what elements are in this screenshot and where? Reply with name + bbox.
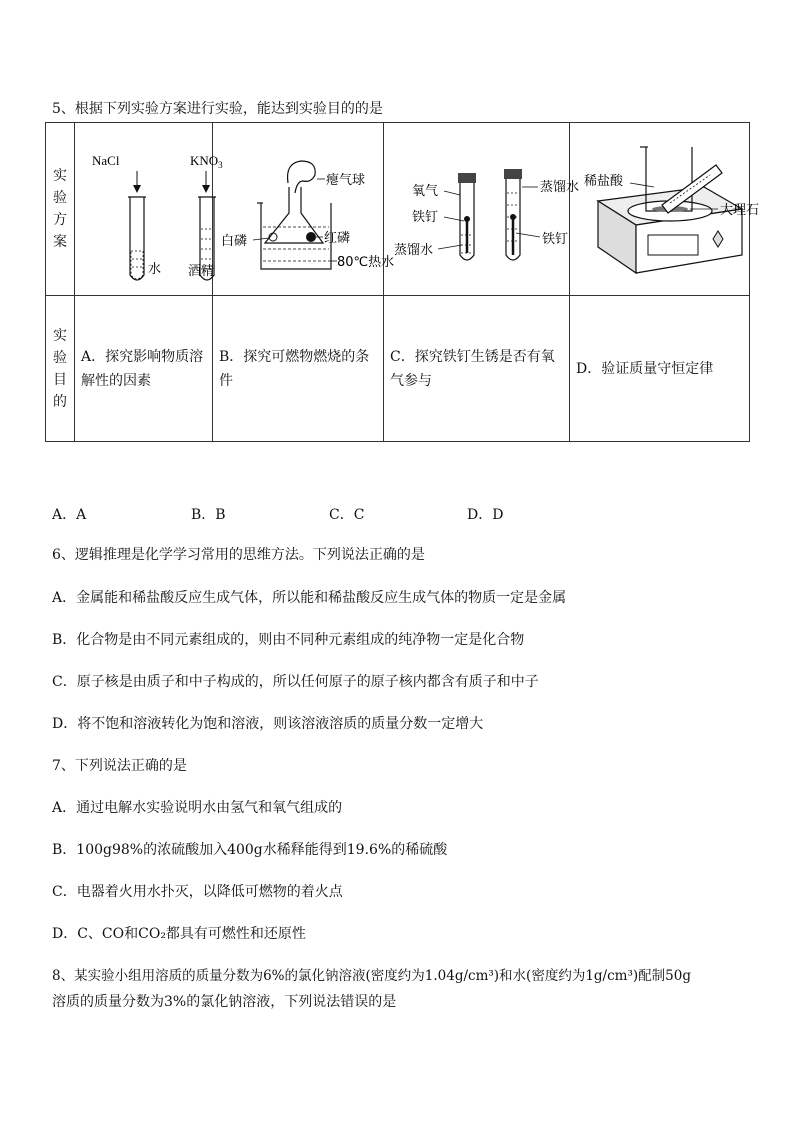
figure-b-drawing (213, 123, 395, 295)
label-oxygen: 氧气 (412, 184, 439, 199)
label-red-phosphorus: 红磷 (324, 231, 351, 246)
label-white-phosphorus: 白磷 (221, 234, 248, 249)
q5-option-a[interactable]: A．A (52, 507, 87, 523)
header-char: 实 (53, 327, 67, 344)
label-balloon: 瘪气球 (326, 173, 366, 188)
label-nail-right: 铁钉 (542, 232, 569, 247)
q5-option-c[interactable]: C．C (329, 507, 365, 523)
figure-a-drawing (75, 123, 223, 295)
header-char: 实 (53, 168, 67, 184)
scheme-row-header (46, 123, 75, 296)
header-char: 案 (53, 234, 67, 250)
figure-d-balance (570, 123, 760, 296)
purpose-row-header (46, 296, 75, 442)
q7-option-a[interactable]: A．通过电解水实验说明水由氢气和氧气组成的 (52, 800, 343, 816)
question-8-stem-line2: 溶质的质量分数为3%的氯化钠溶液，下列说法错误的是 (52, 994, 397, 1010)
figure-d-drawing (570, 123, 760, 295)
label-nacl: NaCl (92, 153, 120, 168)
header-char: 目 (53, 371, 67, 388)
header-char: 验 (53, 190, 67, 206)
q5-option-d[interactable]: D．D (467, 507, 504, 523)
figure-c-rusting (384, 123, 580, 296)
label-water: 水 (148, 262, 162, 277)
label-marble: 大理石 (720, 203, 760, 218)
figure-c-drawing (384, 123, 580, 295)
purpose-b: B．探究可燃物燃烧的条件 (213, 296, 384, 442)
figure-b-combustion (213, 123, 395, 296)
q6-option-c[interactable]: C．原子核是由质子和中子构成的，所以任何原子的原子核内都含有质子和中子 (52, 674, 539, 690)
q6-option-a[interactable]: A．金属能和稀盐酸反应生成气体，所以能和稀盐酸反应生成气体的物质一定是金属 (52, 590, 567, 606)
label-distilled-water-left: 蒸馏水 (394, 243, 434, 258)
label-distilled-water-right: 蒸馏水 (540, 180, 580, 195)
question-7-stem: 7、下列说法正确的是 (52, 758, 187, 774)
label-nail-left: 铁钉 (412, 210, 439, 225)
label-kno3: $KNO_3$ (190, 153, 223, 170)
q6-option-d[interactable]: D．将不饱和溶液转化为饱和溶液，则该溶液溶质的质量分数一定增大 (52, 716, 484, 732)
q7-option-b[interactable]: B．100g98%的浓硫酸加入400g水稀释能得到19.6%的稀硫酸 (52, 842, 448, 858)
header-char: 方 (53, 212, 67, 228)
purpose-c: C．探究铁钉生锈是否有氧气参与 (384, 296, 570, 442)
q6-option-b[interactable]: B．化合物是由不同元素组成的，则由不同种元素组成的纯净物一定是化合物 (52, 632, 525, 648)
question-5-stem: 5、根据下列实验方案进行实验，能达到实验目的的是 (52, 101, 383, 117)
scheme-row (46, 123, 750, 296)
purpose-a: A．探究影响物质溶解性的因素 (75, 296, 213, 442)
label-alcohol: 酒精 (188, 264, 215, 279)
question-8-stem-line1: 8、某实验小组用溶质的质量分数为6%的氯化钠溶液(密度约为1.04g/cm³)和水(密度约为1g/cm³)配制50g (52, 968, 691, 984)
q7-option-d[interactable]: D．C、CO和CO₂都具有可燃性和还原性 (52, 926, 306, 942)
experiment-table (45, 122, 760, 442)
label-hot-water: 80℃热水 (337, 255, 395, 270)
purpose-row (46, 296, 750, 442)
header-char: 验 (53, 349, 67, 366)
question-6-stem: 6、逻辑推理是化学学习常用的思维方法。下列说法正确的是 (52, 547, 425, 563)
label-acid: 稀盐酸 (584, 174, 624, 189)
header-char: 的 (53, 393, 67, 410)
q7-option-c[interactable]: C．电器着火用水扑灭，以降低可燃物的着火点 (52, 884, 343, 900)
q5-option-b[interactable]: B．B (191, 507, 226, 523)
purpose-d: D．验证质量守恒定律 (570, 296, 750, 442)
figure-a-test-tubes (75, 123, 223, 296)
